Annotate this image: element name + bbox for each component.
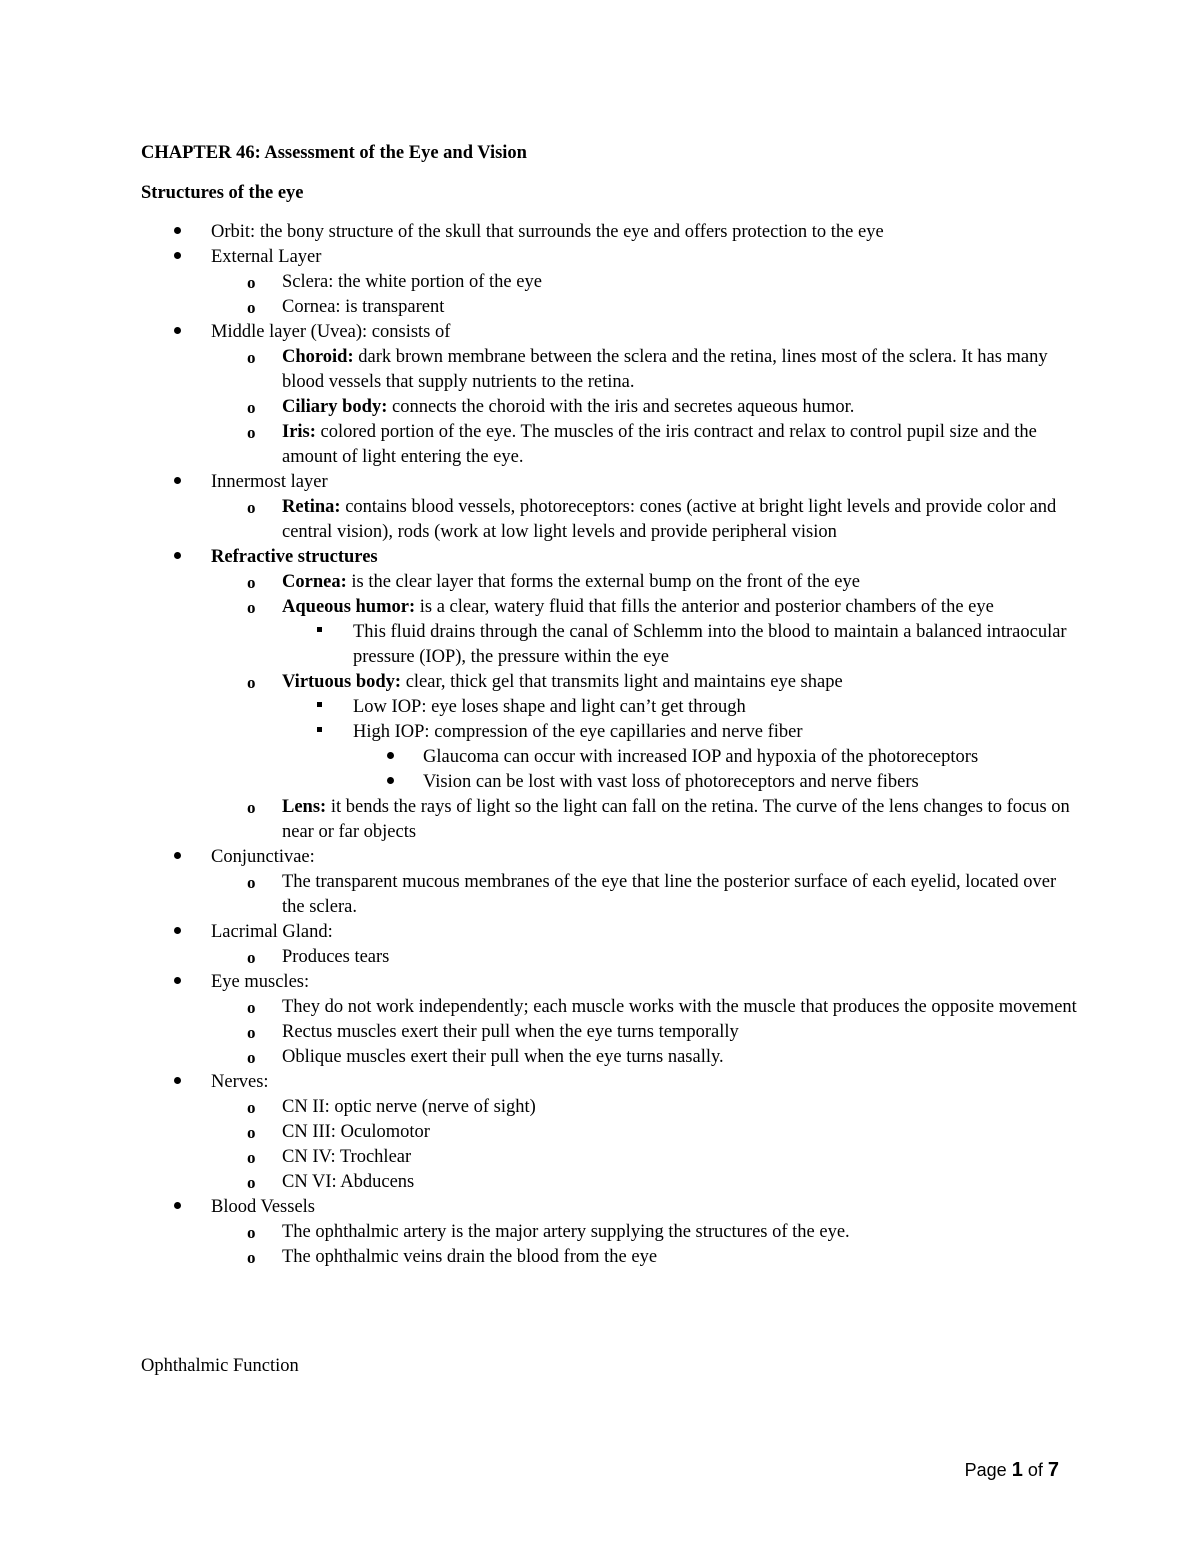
- chapter-title: CHAPTER 46: Assessment of the Eye and Vision: [141, 143, 527, 163]
- of-word: of: [1027, 1460, 1043, 1480]
- outline-item-level-1: [141, 320, 1081, 345]
- outline-text: They do not work independently; each muscle works with the muscle that produces the opposite movement: [282, 997, 1077, 1017]
- outline-text: Middle layer (Uvea): consists of: [211, 322, 451, 342]
- bullet-circle-icon: o: [247, 398, 256, 417]
- bullet-circle-icon: o: [247, 948, 256, 967]
- bullet-disc-icon: [174, 320, 181, 345]
- outline-item-level-2: [141, 1145, 1081, 1170]
- outline-text: The transparent mucous membranes of the eye that line the posterior surface of each eyelid, located over the sclera.: [282, 872, 1061, 917]
- bullet-circle-icon: o: [247, 1098, 256, 1117]
- outline-text: Oblique muscles exert their pull when the eye turns nasally.: [282, 1047, 724, 1067]
- bullet-circle-icon: o: [247, 1048, 256, 1067]
- bullet-disc-icon: [174, 220, 181, 245]
- outline-text: Low IOP: eye loses shape and light can’t get through: [353, 697, 746, 717]
- outline-text: Conjunctivae:: [211, 847, 315, 867]
- bullet-disc-icon: [174, 470, 181, 495]
- bullet-disc-icon: [174, 970, 181, 995]
- outline-item-level-2: [141, 570, 1081, 595]
- outline-text: Orbit: the bony structure of the skull that surrounds the eye and offers protection to the eye: [211, 222, 884, 242]
- outline-item-level-2: [141, 795, 1081, 845]
- outline-text: CN VI: Abducens: [282, 1172, 415, 1192]
- bullet-circle-icon: o: [247, 1123, 256, 1142]
- outline-text: CN III: Oculomotor: [282, 1122, 430, 1142]
- outline-text: connects the choroid with the iris and secretes aqueous humor.: [387, 397, 855, 417]
- outline-text: The ophthalmic veins drain the blood from the eye: [282, 1247, 658, 1267]
- document-page: [141, 141, 1081, 1270]
- outline-text: External Layer: [211, 247, 322, 267]
- outline-item-level-2: [141, 295, 1081, 320]
- bullet-circle-icon: o: [247, 873, 256, 892]
- outline-item-level-1: [141, 920, 1081, 945]
- outline-text: Lacrimal Gland:: [211, 922, 333, 942]
- outline-text: colored portion of the eye. The muscles of the iris contract and relax to control pupil size and the amount of light entering the eye.: [282, 422, 1042, 467]
- outline-term: Refractive structures: [211, 547, 378, 567]
- bullet-square-icon: [317, 695, 322, 720]
- bullet-circle-icon: o: [247, 498, 256, 517]
- outline-text: is the clear layer that forms the external bump on the front of the eye: [346, 572, 860, 592]
- current-page: 1: [1011, 1459, 1023, 1481]
- outline-term: Lens:: [282, 797, 327, 817]
- outline-item-level-2: [141, 1245, 1081, 1270]
- page-word: Page: [964, 1460, 1007, 1480]
- outline-text: Rectus muscles exert their pull when the eye turns temporally: [282, 1022, 739, 1042]
- outline-text: Innermost layer: [211, 472, 328, 492]
- outline-text: Nerves:: [211, 1072, 269, 1092]
- outline-item-level-3: [141, 720, 1081, 745]
- next-section-heading: Ophthalmic Function: [141, 1356, 299, 1376]
- bullet-disc-icon: [387, 770, 394, 795]
- outline-text: CN II: optic nerve (nerve of sight): [282, 1097, 536, 1117]
- bullet-circle-icon: o: [247, 998, 256, 1017]
- outline-item-level-2: [141, 870, 1081, 920]
- outline-text: High IOP: compression of the eye capillaries and nerve fiber: [353, 722, 803, 742]
- section-heading: Structures of the eye: [141, 183, 304, 203]
- outline-item-level-2: [141, 1095, 1081, 1120]
- bullet-circle-icon: o: [247, 1023, 256, 1042]
- bullet-circle-icon: o: [247, 1248, 256, 1267]
- outline-item-level-2: [141, 495, 1081, 545]
- outline-item-level-1: [141, 545, 1081, 570]
- outline-text: CN IV: Trochlear: [282, 1147, 412, 1167]
- outline-term: Retina:: [282, 497, 341, 517]
- outline-item-level-2: [141, 345, 1081, 395]
- outline-term: Cornea:: [282, 572, 347, 592]
- outline-item-level-2: [141, 670, 1081, 695]
- outline-text: Glaucoma can occur with increased IOP and hypoxia of the photoreceptors: [423, 747, 979, 767]
- outline-term: Iris:: [282, 422, 316, 442]
- bullet-disc-icon: [174, 845, 181, 870]
- bullet-disc-icon: [174, 1070, 181, 1095]
- outline-text: This fluid drains through the canal of Schlemm into the blood to maintain a balanced intraocular pressure (IOP), the pressure within the eye: [353, 622, 1072, 667]
- bullet-circle-icon: o: [247, 1148, 256, 1167]
- outline-item-level-2: [141, 395, 1081, 420]
- outline-item-level-2: [141, 1045, 1081, 1070]
- outline-item-level-2: [141, 1120, 1081, 1145]
- bullet-circle-icon: o: [247, 423, 256, 442]
- bullet-disc-icon: [174, 245, 181, 270]
- bullet-disc-icon: [174, 920, 181, 945]
- outline-item-level-1: [141, 245, 1081, 270]
- outline-item-level-3: [141, 695, 1081, 720]
- bullet-circle-icon: o: [247, 1173, 256, 1192]
- outline-text: The ophthalmic artery is the major artery supplying the structures of the eye.: [282, 1222, 850, 1242]
- outline-item-level-1: [141, 1070, 1081, 1095]
- outline-item-level-2: [141, 270, 1081, 295]
- outline-item-level-1: [141, 470, 1081, 495]
- total-pages: 7: [1047, 1459, 1059, 1481]
- bullet-circle-icon: o: [247, 573, 256, 592]
- outline-item-level-2: [141, 995, 1081, 1020]
- bullet-circle-icon: o: [247, 798, 256, 817]
- bullet-circle-icon: o: [247, 673, 256, 692]
- bullet-circle-icon: o: [247, 1223, 256, 1242]
- outline-item-level-4: [141, 770, 1081, 795]
- bullet-disc-icon: [174, 545, 181, 570]
- outline-text: Produces tears: [282, 947, 390, 967]
- outline-text: Eye muscles:: [211, 972, 310, 992]
- outline-term: Choroid:: [282, 347, 354, 367]
- outline-item-level-2: [141, 420, 1081, 470]
- outline-item-level-2: [141, 1220, 1081, 1245]
- outline-text: contains blood vessels, photoreceptors: cones (active at bright light levels and provide color and central vision), rods (work at low light levels and provide peripheral vision: [282, 497, 1061, 542]
- outline-text: Blood Vessels: [211, 1197, 315, 1217]
- outline-item-level-2: [141, 1170, 1081, 1195]
- bullet-square-icon: [317, 620, 322, 645]
- bullet-circle-icon: o: [247, 598, 256, 617]
- outline-text: is a clear, watery fluid that fills the anterior and posterior chambers of the eye: [415, 597, 994, 617]
- outline-item-level-2: [141, 595, 1081, 620]
- outline-text: it bends the rays of light so the light can fall on the retina. The curve of the lens changes to focus on near or far objects: [282, 797, 1075, 842]
- outline-text: Cornea: is transparent: [282, 297, 445, 317]
- outline-item-level-1: [141, 845, 1081, 870]
- outline-text: Sclera: the white portion of the eye: [282, 272, 542, 292]
- outline-item-level-1: [141, 970, 1081, 995]
- outline-item-level-1: [141, 1195, 1081, 1220]
- bullet-disc-icon: [174, 1195, 181, 1220]
- outline-item-level-2: [141, 1020, 1081, 1045]
- page-number: [965, 1458, 1059, 1483]
- bullet-square-icon: [317, 720, 322, 745]
- outline-term: Virtuous body:: [282, 672, 402, 692]
- outline-text: clear, thick gel that transmits light and maintains eye shape: [401, 672, 843, 692]
- outline-item-level-1: [141, 220, 1081, 245]
- outline-item-level-4: [141, 745, 1081, 770]
- outline-item-level-3: [141, 620, 1081, 670]
- outline-item-level-2: [141, 945, 1081, 970]
- outline-list: [141, 220, 1081, 1270]
- outline-text: Vision can be lost with vast loss of photoreceptors and nerve fibers: [423, 772, 919, 792]
- outline-term: Ciliary body:: [282, 397, 388, 417]
- outline-text: dark brown membrane between the sclera and the retina, lines most of the sclera. It has many blood vessels that supply nutrients to the retina.: [282, 347, 1053, 392]
- bullet-disc-icon: [387, 745, 394, 770]
- bullet-circle-icon: o: [247, 298, 256, 317]
- bullet-circle-icon: o: [247, 273, 256, 292]
- bullet-circle-icon: o: [247, 348, 256, 367]
- outline-term: Aqueous humor:: [282, 597, 416, 617]
